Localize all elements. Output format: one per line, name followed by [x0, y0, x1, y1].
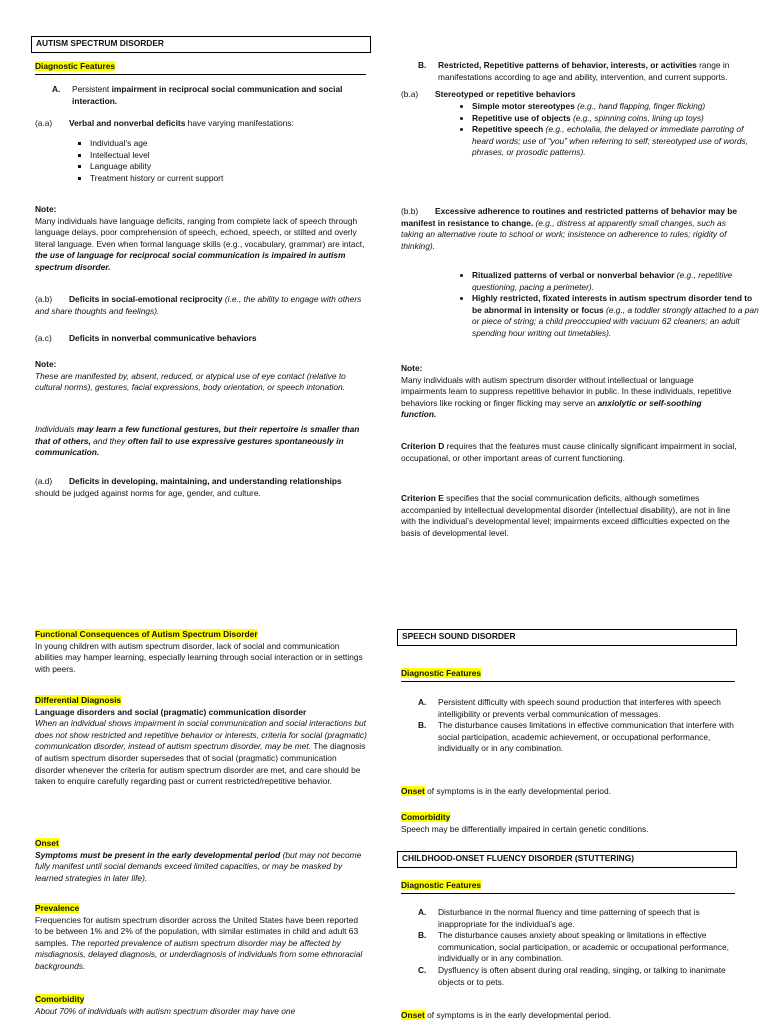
- asd-ab-marker: (a.b): [35, 294, 53, 304]
- list-item: [418, 930, 736, 965]
- list-item: [418, 965, 736, 988]
- cofd-onset-rest: of symptoms is in the early developmental period.: [424, 1010, 611, 1020]
- bb-list: [448, 270, 762, 340]
- cofd-onset-word: Onset: [401, 1010, 425, 1020]
- list-item: [472, 270, 762, 293]
- diff-section: [35, 695, 367, 788]
- diff-ital: When an individual shows impairment in social communication and social interactions but does not show restricted and repetitive behavior or interests, criteria for social (pragmatic) communication disorder, instead of autism spectrum disorder, may be met.: [35, 718, 367, 752]
- ba-marker: (b.a): [401, 89, 419, 99]
- item-marker: B.: [418, 930, 427, 941]
- comor-heading: Comorbidity: [35, 994, 85, 1004]
- comor-section: [35, 994, 367, 1017]
- comor-ital: About 70% of individuals with autism spectrum disorder may have one: [35, 1005, 296, 1016]
- prev-text: Frequencies for autism spectrum disorder across the United States have been reported to be between 1% and 2% of the population, with similar estimates in child and adult 63 samples.: [35, 914, 359, 948]
- indiv-3: and they: [90, 435, 128, 446]
- right-note-text: Many individuals with autism spectrum disorder without intellectual or language impairments learn to suppress repetitive behavior in public. In these individuals, repetitive behaviors like rocking or finger flicking may serve an: [401, 374, 732, 408]
- onset-section: [35, 838, 367, 884]
- critE-text: specifies that the social communication deficits, although sometimes accompanied by intellectual developmental disorder (intellectual disability), are not in line with the individual’s developmental level; impairments exceed difficulties expected on the basis of developmental level.: [401, 493, 731, 538]
- list-item: [418, 907, 736, 930]
- asd-a-marker: A.: [52, 84, 61, 94]
- diff-heading: Differential Diagnosis: [35, 695, 122, 705]
- asd-aa-bold: Verbal and nonverbal deficits: [69, 118, 186, 128]
- bb-marker: (b.b): [401, 206, 419, 216]
- right-note: [401, 363, 739, 421]
- asd-a-pre: Persistent: [72, 84, 112, 94]
- list-item: ▪ Intellectual level: [90, 150, 370, 162]
- right-note-label: Note:: [401, 363, 423, 373]
- ssd-diag-heading: Diagnostic Features: [401, 668, 482, 678]
- ssd-diag-underline: [401, 681, 735, 682]
- cofd-title-box: CHILDHOOD-ONSET FLUENCY DISORDER (STUTTERING): [397, 851, 737, 868]
- asd-aa-list: [60, 138, 370, 184]
- list-item: [472, 124, 762, 159]
- asd-criterion-b: [418, 60, 756, 83]
- bb-item-ital: (e.g., a toddler strongly attached to a pan or piece of string; a child preoccupied with vacuum 62 cleaners; an adult spending hour writing out timetables).: [472, 304, 759, 338]
- critD-bold: Criterion D: [401, 441, 445, 451]
- onset-heading: Onset: [35, 838, 59, 848]
- asd-ab: [35, 294, 367, 317]
- ba-item-ital: (e.g., hand flapping, finger flicking): [574, 101, 706, 111]
- cofd-diag-underline: [401, 893, 735, 894]
- onset-ital: (but may not become fully manifest until social demands exceed limited capacities, or may be masked by learned strategies in later life).: [35, 849, 362, 883]
- item-text: Dysfluency is often absent during oral reading, singing, or talking to inanimate objects or to pets.: [438, 964, 726, 987]
- list-item: [418, 720, 736, 755]
- ssd-onset: [401, 786, 739, 798]
- cofd-diag-heading-wrap: [401, 880, 481, 892]
- asd-ad-marker: (a.d): [35, 476, 53, 486]
- list-item: ▪ Language ability: [90, 161, 370, 173]
- ssd-comor: [401, 812, 739, 835]
- bb-item-bold: Ritualized patterns of verbal or nonverbal behavior: [472, 270, 675, 280]
- asd-note1-em: the use of language for reciprocal social communication is impaired in autism spectrum disorder.: [35, 250, 346, 272]
- prev-ital: The reported prevalence of autism spectrum disorder may be affected by misdiagnosis, delayed diagnosis, or underdiagnosis of individuals from some ethnoracial backgrounds.: [35, 937, 363, 971]
- asd-ac-bold: Deficits in nonverbal communicative behaviors: [69, 333, 257, 343]
- asd-criterion-a: [52, 84, 372, 107]
- asd-aa-marker: (a.a): [35, 118, 53, 128]
- list-item: ▪ Individual’s age: [90, 138, 370, 150]
- asd-ad-rest: should be judged against norms for age, gender, and culture.: [35, 487, 261, 498]
- func-section: [35, 629, 367, 675]
- asd-ab-ital: (i.e., the ability to engage with others and share thoughts and feelings).: [35, 294, 362, 316]
- bb-item-bold: Highly restricted, fixated interests in autism spectrum disorder tend to be abnormal in intensity or focus: [472, 293, 753, 315]
- list-item: [418, 697, 736, 720]
- prev-heading: Prevalence: [35, 903, 80, 913]
- bb-bold: Excessive adherence to routines and restricted patterns of behavior may be manifest in resistance to change.: [401, 206, 738, 228]
- asd-note1-text: Many individuals have language deficits, ranging from complete lack of speech through language delays, poor comprehension of speech, echoed, speech, or stilted and overly literal language. Even when formal language skills (e.g., vocabulary, grammar) are intact,: [35, 215, 365, 249]
- ssd-diag-heading-wrap: [401, 668, 481, 680]
- asd-note1-label: Note:: [35, 204, 57, 214]
- b-marker: B.: [418, 60, 427, 71]
- cofd-list: [418, 907, 736, 988]
- ba-item-bold: Simple motor stereotypes: [472, 101, 575, 111]
- asd-individuals: [35, 424, 367, 459]
- asd-ac: [35, 333, 367, 345]
- asd-ab-bold: Deficits in social-emotional reciprocity: [69, 294, 223, 304]
- indiv-1: Individuals: [35, 424, 77, 434]
- bb-ital: (e.g., distress at apparently small changes, such as taking an alternative route to school or work; insistence on adherence to rules; rigidity of thinking).: [401, 217, 727, 251]
- asd-diag-heading: Diagnostic Features: [35, 61, 116, 71]
- asd-diag-underline: [35, 74, 366, 75]
- item-marker: A.: [418, 697, 427, 707]
- ssd-onset-word: Onset: [401, 786, 425, 796]
- ba-item-bold: Repetitive use of objects: [472, 112, 571, 123]
- indiv-2: may learn a few functional gestures, but their repertoire is smaller than that of others,: [35, 424, 360, 446]
- ba-item-ital: (e.g., spinning coins, lining up toys): [570, 112, 704, 123]
- asd-note2-text: These are manifested by, absent, reduced, or atypical use of eye contact (relative to cultural norms), gestures, facial expressions, body orientation, or speech intonation.: [35, 370, 346, 393]
- asd-diag-heading-wrap: [35, 61, 115, 73]
- item-text: The disturbance causes anxiety about speaking or limitations in effective communication, social participation, or academic or occupational performance, individually or in any combination.: [438, 930, 729, 964]
- asd-a-bold: impairment in reciprocal social communication and social interaction.: [72, 84, 343, 106]
- criterion-d: [401, 441, 739, 464]
- list-item: [472, 113, 762, 125]
- item-text: Disturbance in the normal fluency and time patterning of speech that is inappropriate for the individual’s age.: [438, 907, 700, 929]
- list-item: [472, 293, 762, 339]
- asd-title-box: AUTISM SPECTRUM DISORDER: [31, 36, 371, 53]
- asd-note-1: [35, 204, 367, 274]
- diff-rest: The diagnosis of autism spectrum disorder supersedes that of social (pragmatic) communication disorder whenever the criteria for autism spectrum disorder are met, and care should be taken to enquire carefully regarding past or current restricted/repetitive behavior.: [35, 741, 366, 787]
- list-item: ▪ Treatment history or current support: [90, 173, 370, 185]
- asd-aa: [35, 118, 365, 130]
- ba-item-bold: Repetitive speech: [472, 124, 544, 135]
- onset-bold: Symptoms must be present in the early developmental period: [35, 849, 281, 860]
- item-text: The disturbance causes limitations in effective communication that interfere with social participation, academic achievement, or occupational performance, individually or in any combination.: [438, 720, 734, 754]
- ssd-onset-rest: of symptoms is in the early developmental period.: [424, 786, 611, 796]
- ssd-list: [418, 697, 736, 755]
- ssd-comor-heading: Comorbidity: [401, 812, 451, 822]
- ba-item-ital: (e.g., echolalia, the delayed or immediate parroting of heard words; use of “you” when referring to self; stereotyped use of words, phrases, or prosodic patterns).: [472, 124, 749, 158]
- asd-ad-bold: Deficits in developing, maintaining, and understanding relationships: [69, 476, 342, 486]
- asd-note2-label: Note:: [35, 359, 57, 369]
- asd-ba: [401, 89, 741, 101]
- item-marker: A.: [418, 907, 427, 917]
- item-text: Persistent difficulty with speech sound production that interferes with speech intelligibility or prevents verbal communication of messages.: [438, 697, 721, 719]
- prev-section: [35, 903, 367, 973]
- func-heading: Functional Consequences of Autism Spectrum Disorder: [35, 629, 258, 639]
- list-item: [472, 101, 762, 113]
- b-rest: range in manifestations according to age and ability, intervention, and current supports.: [438, 60, 730, 82]
- critD-text: requires that the features must cause clinically significant impairment in social, occupational, or other important areas of current functioning.: [401, 441, 737, 463]
- cofd-onset: [401, 1010, 739, 1022]
- asd-bb: [401, 206, 741, 252]
- ssd-title-box: SPEECH SOUND DISORDER: [397, 629, 737, 646]
- criterion-e: [401, 493, 739, 539]
- bb-item-ital: (e.g., repetitive questioning, pacing a perimeter).: [472, 270, 733, 292]
- asd-ad: [35, 476, 367, 499]
- right-note-em: anxiolytic or self-soothing function.: [401, 397, 702, 420]
- asd-note-2: [35, 359, 367, 394]
- ssd-comor-text: Speech may be differentially impaired in certain genetic conditions.: [401, 823, 649, 834]
- ba-list: [448, 101, 762, 159]
- item-marker: B.: [418, 720, 427, 731]
- asd-aa-rest: have varying manifestations:: [185, 118, 294, 128]
- diff-sub: Language disorders and social (pragmatic) communication disorder: [35, 706, 307, 717]
- func-text: In young children with autism spectrum disorder, lack of social and communication abilities may hamper learning, especially learning through social interaction or in settings with peers.: [35, 640, 363, 674]
- b-bold: Restricted, Repetitive patterns of behavior, interests, or activities: [438, 60, 697, 71]
- indiv-4: often fail to use expressive gestures spontaneously in communication.: [35, 435, 344, 458]
- critE-bold: Criterion E: [401, 493, 444, 503]
- cofd-diag-heading: Diagnostic Features: [401, 880, 482, 890]
- ba-bold: Stereotyped or repetitive behaviors: [435, 89, 576, 99]
- asd-ac-marker: (a.c): [35, 333, 52, 343]
- item-marker: C.: [418, 964, 427, 975]
